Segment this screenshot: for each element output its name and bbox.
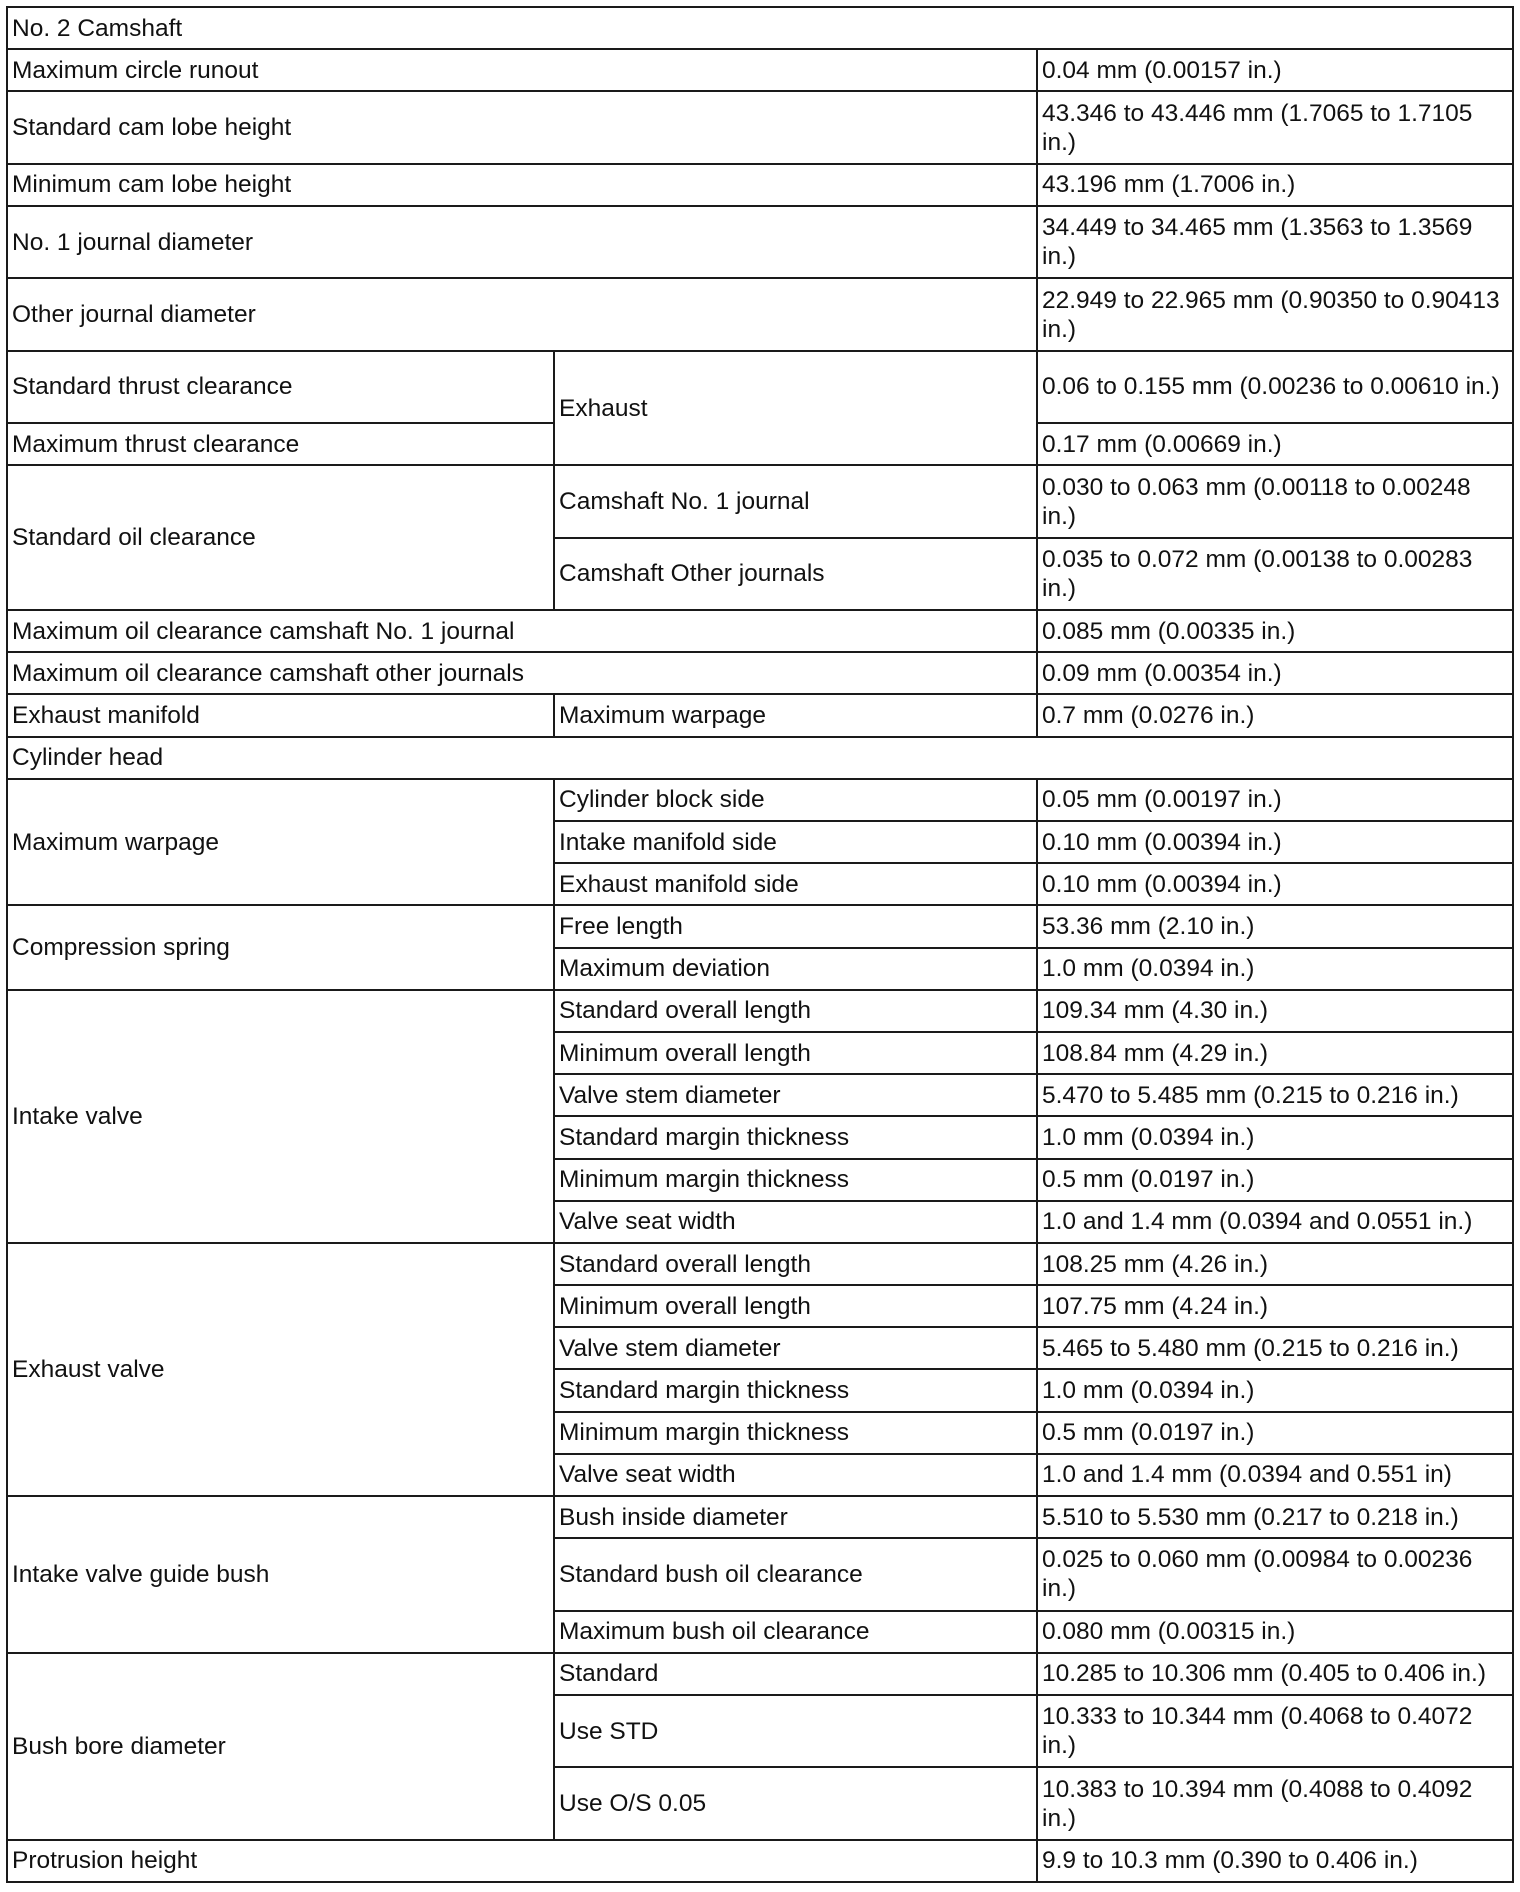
row-value: 1.0 mm (0.0394 in.) (1037, 1116, 1513, 1158)
row-label: Standard cam lobe height (7, 91, 1037, 163)
row-sublabel: Camshaft No. 1 journal (554, 465, 1037, 537)
row-value: 0.5 mm (0.0197 in.) (1037, 1159, 1513, 1201)
row-sublabel: Valve stem diameter (554, 1327, 1037, 1369)
row-sublabel: Standard overall length (554, 990, 1037, 1032)
row-value: 43.196 mm (1.7006 in.) (1037, 164, 1513, 206)
row-value: 10.333 to 10.344 mm (0.4068 to 0.4072 in.) (1037, 1695, 1513, 1767)
table-row (7, 905, 1513, 947)
row-sublabel: Valve stem diameter (554, 1074, 1037, 1116)
row-sublabel: Valve seat width (554, 1201, 1037, 1243)
table-row (7, 1496, 1513, 1538)
table-row (7, 1840, 1513, 1882)
row-value: 0.7 mm (0.0276 in.) (1037, 694, 1513, 736)
row-value: 9.9 to 10.3 mm (0.390 to 0.406 in.) (1037, 1840, 1513, 1882)
row-sublabel: Free length (554, 905, 1037, 947)
row-value: 53.36 mm (2.10 in.) (1037, 905, 1513, 947)
row-label: Minimum cam lobe height (7, 164, 1037, 206)
row-sublabel: Maximum warpage (554, 694, 1037, 736)
row-sublabel: Exhaust manifold side (554, 863, 1037, 905)
row-value: 0.09 mm (0.00354 in.) (1037, 652, 1513, 694)
row-value: 1.0 and 1.4 mm (0.0394 and 0.551 in) (1037, 1454, 1513, 1496)
row-value: 5.510 to 5.530 mm (0.217 to 0.218 in.) (1037, 1496, 1513, 1538)
row-value: 0.05 mm (0.00197 in.) (1037, 779, 1513, 821)
row-value: 22.949 to 22.965 mm (0.90350 to 0.90413 in.) (1037, 278, 1513, 350)
table-row (7, 1653, 1513, 1695)
row-sublabel: Minimum margin thickness (554, 1159, 1037, 1201)
table-row (7, 694, 1513, 736)
row-sublabel: Exhaust (554, 351, 1037, 466)
row-label: Exhaust manifold (7, 694, 554, 736)
row-sublabel: Standard overall length (554, 1243, 1037, 1285)
row-value: 1.0 mm (0.0394 in.) (1037, 1369, 1513, 1411)
row-value: 43.346 to 43.446 mm (1.7065 to 1.7105 in.) (1037, 91, 1513, 163)
table-row (7, 278, 1513, 350)
row-sublabel: Intake manifold side (554, 821, 1037, 863)
row-label: Intake valve (7, 990, 554, 1243)
row-label: Maximum oil clearance camshaft other journals (7, 652, 1037, 694)
row-sublabel: Standard margin thickness (554, 1116, 1037, 1158)
row-value: 5.465 to 5.480 mm (0.215 to 0.216 in.) (1037, 1327, 1513, 1369)
row-value: 0.025 to 0.060 mm (0.00984 to 0.00236 in.) (1037, 1538, 1513, 1610)
row-value: 107.75 mm (4.24 in.) (1037, 1285, 1513, 1327)
row-value: 5.470 to 5.485 mm (0.215 to 0.216 in.) (1037, 1074, 1513, 1116)
row-value: 108.84 mm (4.29 in.) (1037, 1032, 1513, 1074)
row-label: Maximum warpage (7, 779, 554, 906)
row-sublabel: Use STD (554, 1695, 1037, 1767)
row-label: Maximum circle runout (7, 49, 1037, 91)
table-row (7, 652, 1513, 694)
row-value: 0.10 mm (0.00394 in.) (1037, 821, 1513, 863)
row-label: Other journal diameter (7, 278, 1037, 350)
row-value: 0.10 mm (0.00394 in.) (1037, 863, 1513, 905)
table-row (7, 779, 1513, 821)
row-sublabel: Standard (554, 1653, 1037, 1695)
table-row (7, 351, 1513, 423)
section-header-row (7, 7, 1513, 49)
row-value: 0.035 to 0.072 mm (0.00138 to 0.00283 in.) (1037, 538, 1513, 610)
section-title-camshaft: No. 2 Camshaft (7, 7, 1513, 49)
section-header-row (7, 737, 1513, 779)
table-row (7, 1243, 1513, 1285)
row-value: 108.25 mm (4.26 in.) (1037, 1243, 1513, 1285)
row-value: 10.285 to 10.306 mm (0.405 to 0.406 in.) (1037, 1653, 1513, 1695)
row-value: 109.34 mm (4.30 in.) (1037, 990, 1513, 1032)
row-sublabel: Use O/S 0.05 (554, 1767, 1037, 1839)
row-label: Exhaust valve (7, 1243, 554, 1496)
spec-table (6, 6, 1514, 1883)
row-label: No. 1 journal diameter (7, 206, 1037, 278)
table-row (7, 91, 1513, 163)
row-sublabel: Bush inside diameter (554, 1496, 1037, 1538)
table-row (7, 49, 1513, 91)
row-sublabel: Valve seat width (554, 1454, 1037, 1496)
row-value: 0.080 mm (0.00315 in.) (1037, 1611, 1513, 1653)
row-sublabel: Maximum deviation (554, 948, 1037, 990)
row-sublabel: Minimum overall length (554, 1285, 1037, 1327)
row-sublabel: Standard bush oil clearance (554, 1538, 1037, 1610)
row-label: Maximum thrust clearance (7, 423, 554, 465)
table-row (7, 465, 1513, 537)
row-sublabel: Standard margin thickness (554, 1369, 1037, 1411)
row-value: 1.0 mm (0.0394 in.) (1037, 948, 1513, 990)
table-row (7, 164, 1513, 206)
row-sublabel: Minimum overall length (554, 1032, 1037, 1074)
row-value: 0.06 to 0.155 mm (0.00236 to 0.00610 in.) (1037, 351, 1513, 423)
row-sublabel: Cylinder block side (554, 779, 1037, 821)
row-sublabel: Camshaft Other journals (554, 538, 1037, 610)
row-label: Maximum oil clearance camshaft No. 1 journal (7, 610, 1037, 652)
row-value: 34.449 to 34.465 mm (1.3563 to 1.3569 in.) (1037, 206, 1513, 278)
row-label: Compression spring (7, 905, 554, 989)
row-label: Bush bore diameter (7, 1653, 554, 1840)
row-sublabel: Minimum margin thickness (554, 1412, 1037, 1454)
row-label: Standard oil clearance (7, 465, 554, 610)
row-value: 0.04 mm (0.00157 in.) (1037, 49, 1513, 91)
row-value: 10.383 to 10.394 mm (0.4088 to 0.4092 in.) (1037, 1767, 1513, 1839)
row-value: 0.085 mm (0.00335 in.) (1037, 610, 1513, 652)
row-label: Intake valve guide bush (7, 1496, 554, 1653)
section-title-cylinder-head: Cylinder head (7, 737, 1513, 779)
row-value: 0.030 to 0.063 mm (0.00118 to 0.00248 in.) (1037, 465, 1513, 537)
table-row (7, 990, 1513, 1032)
row-label: Standard thrust clearance (7, 351, 554, 423)
row-label: Protrusion height (7, 1840, 1037, 1882)
table-row (7, 206, 1513, 278)
row-value: 0.5 mm (0.0197 in.) (1037, 1412, 1513, 1454)
row-sublabel: Maximum bush oil clearance (554, 1611, 1037, 1653)
row-value: 1.0 and 1.4 mm (0.0394 and 0.0551 in.) (1037, 1201, 1513, 1243)
row-value: 0.17 mm (0.00669 in.) (1037, 423, 1513, 465)
table-row (7, 610, 1513, 652)
